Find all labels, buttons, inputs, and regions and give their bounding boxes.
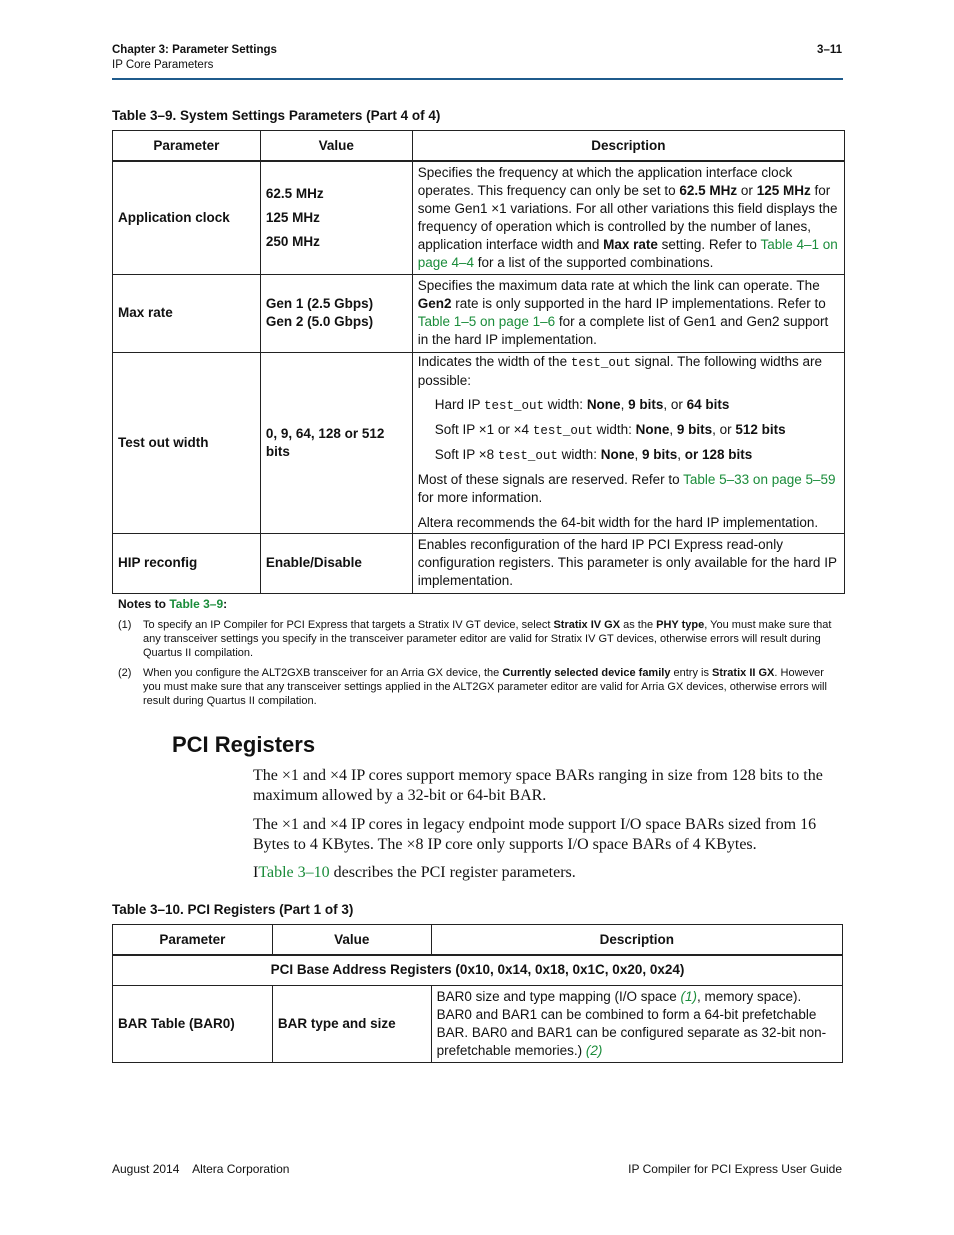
desc-text: for a list of the supported combinations.: [474, 254, 714, 270]
table-row: [113, 161, 845, 274]
header-rule: [112, 78, 843, 80]
note-text-part: as the: [620, 619, 657, 631]
value-cell: [260, 274, 412, 352]
desc-paragraph: Altera recommends the 64-bit width for the hard IP implementation.: [417, 515, 819, 530]
desc-text: Soft IP ×1 or ×4: [434, 422, 533, 437]
desc-bold: 64 bits: [686, 397, 730, 412]
column-header: Description: [412, 131, 844, 162]
desc-text: Specifies the maximum data rate at which the link can operate. The: [417, 278, 820, 293]
note-number: (2): [118, 667, 132, 679]
table-subheader-row: [113, 955, 843, 985]
note-text-part: When you configure the ALT2GXB transceiver for an Arria GX device, the: [143, 667, 503, 679]
desc-bold: or 128 bits: [684, 447, 753, 462]
desc-text: , or: [663, 397, 687, 412]
note-text-part: entry is: [670, 667, 713, 679]
desc-text: for some Gen1 ×1 variations. For all other variations this field displays the frequency of operation which is controlled by the number of lanes, application interface width and: [417, 182, 838, 252]
desc-bold: Gen2: [417, 296, 452, 311]
table-link[interactable]: Table 5–33 on page 5–59: [683, 472, 836, 487]
notes-title-text: Notes to: [118, 597, 170, 611]
column-header: Parameter: [113, 925, 273, 956]
value-cell: Enable/Disable: [260, 533, 412, 593]
note-text-part: , You must make sure that any transceiver settings you specify in the transceiver parameter editor are valid for Stratix IV GT devices, otherwise errors will result during Quartus II compilation.: [143, 619, 832, 659]
note-item: [118, 666, 842, 708]
table-link[interactable]: Table 4–1 on page 4–4: [417, 236, 838, 270]
footer-left: August 2014 Altera Corporation: [112, 1162, 290, 1176]
column-header: Value: [260, 131, 412, 162]
code-text: test_out: [484, 399, 545, 413]
note-bold: Stratix II GX: [712, 667, 775, 679]
desc-bold: 512 bits: [735, 422, 786, 437]
description-cell: [412, 161, 844, 274]
note-link[interactable]: (1): [680, 988, 697, 1004]
column-header: Description: [431, 925, 842, 956]
note-bold: Currently selected device family: [502, 667, 671, 679]
note-text: [143, 666, 842, 708]
footer-right: IP Compiler for PCI Express User Guide: [628, 1162, 842, 1176]
param-cell: Max rate: [113, 274, 261, 352]
desc-bold: 9 bits: [641, 447, 678, 462]
desc-text: ,: [634, 447, 642, 462]
desc-bold: None: [586, 397, 621, 412]
desc-text: , memory space). BAR0 and BAR1 can be combined to form a 64-bit prefetchable BAR. BAR0 and BAR1 can be configured separate as 32-bit non-prefetchable memories.): [436, 988, 827, 1058]
value-option: 250 MHz: [265, 233, 320, 249]
value-cell: 0, 9, 64, 128 or 512 bits: [260, 352, 412, 533]
value-option: Gen 1 (2.5 Gbps): [265, 296, 374, 311]
value-option: 62.5 MHz: [265, 185, 324, 201]
table-row: [113, 274, 845, 352]
notes-title-text: :: [223, 597, 228, 611]
desc-text: for more information.: [417, 490, 543, 505]
desc-paragraph: [418, 471, 839, 507]
desc-text: for a complete list of Gen1 and Gen2 support in the hard IP implementation.: [417, 314, 829, 347]
table-header-row: [113, 925, 843, 956]
desc-bold: Max rate: [603, 236, 658, 252]
section-title: IP Core Parameters: [112, 59, 214, 71]
desc-text: width:: [557, 447, 601, 462]
code-text: test_out: [570, 356, 631, 370]
desc-text: BAR0 size and type mapping (I/O space: [436, 988, 681, 1004]
code-text: test_out: [532, 424, 593, 438]
desc-bold: None: [635, 422, 670, 437]
description-cell: [412, 352, 844, 533]
value-cell: [260, 161, 412, 274]
desc-text: Most of these signals are reserved. Refer to: [417, 472, 684, 487]
table-row: [113, 533, 845, 593]
desc-text: ,: [620, 397, 629, 412]
note-bold: PHY type: [656, 619, 705, 631]
table-caption: Table 3–9. System Settings Parameters (Part 4 of 4): [112, 108, 441, 123]
note-bold: Stratix IV GX: [553, 619, 621, 631]
section-heading: PCI Registers: [172, 732, 316, 757]
desc-bold: 9 bits: [628, 397, 664, 412]
width-option: [418, 421, 839, 440]
desc-bold: 62.5 MHz: [679, 182, 738, 198]
table-header-row: [113, 131, 845, 162]
table-link[interactable]: Table 3–9: [169, 597, 224, 611]
table-notes: [118, 597, 842, 708]
table-row: [113, 352, 845, 533]
running-header: [112, 43, 277, 73]
note-text-part: To specify an IP Compiler for PCI Express that targets a Stratix IV GT device, select: [143, 619, 554, 631]
body-paragraph: The ×1 and ×4 IP cores in legacy endpoint mode support I/O space BARs sized from 16 Bytes to 4 KBytes. The ×8 IP core only supports I/O space BARs of 4 KBytes.: [253, 816, 817, 853]
desc-text: Indicates the width of the: [417, 354, 571, 369]
value-option: Gen 2 (5.0 Gbps): [265, 314, 374, 329]
desc-bold: None: [600, 447, 635, 462]
table-link[interactable]: Table 1–5 on page 1–6: [417, 314, 556, 329]
system-settings-table: [112, 130, 845, 594]
desc-bold: 125 MHz: [756, 182, 811, 198]
body-text: describes the PCI register parameters.: [329, 864, 576, 881]
body-text: I: [253, 864, 259, 881]
desc-text: setting. Refer to: [657, 236, 761, 252]
desc-text: rate is only supported in the hard IP implementations. Refer to: [451, 296, 826, 311]
param-cell: HIP reconfig: [113, 533, 261, 593]
value-option: 125 MHz: [265, 209, 320, 225]
code-text: test_out: [497, 449, 558, 463]
param-cell: Application clock: [113, 161, 261, 274]
table-caption: Table 3–10. PCI Registers (Part 1 of 3): [112, 902, 354, 917]
desc-text: width:: [592, 422, 636, 437]
width-option: [418, 446, 839, 465]
desc-text: ,: [677, 447, 685, 462]
desc-text: ,: [669, 422, 677, 437]
description-cell: [412, 274, 844, 352]
notes-title: [118, 597, 842, 611]
desc-text: width:: [544, 397, 587, 412]
subheader-cell: PCI Base Address Registers (0x10, 0x14, 0x18, 0x1C, 0x20, 0x24): [113, 955, 843, 985]
desc-text: Specifies the frequency at which the application interface clock operates. This frequency can only be set to: [417, 164, 793, 198]
desc-text: , or: [712, 422, 736, 437]
column-header: Value: [272, 925, 431, 956]
note-text-part: . However you must make sure that any transceiver settings applied in the ALT2GX parameter editor are valid for Arria GX devices, otherwise errors will result during Quartus II compilation.: [143, 667, 827, 707]
description-cell: [431, 985, 842, 1062]
desc-text: Hard IP: [434, 397, 485, 412]
column-header: Parameter: [113, 131, 261, 162]
value-cell: BAR type and size: [272, 985, 431, 1062]
note-item: [118, 618, 842, 660]
body-paragraph: [253, 863, 843, 883]
table-row: [113, 985, 843, 1062]
desc-paragraph: [418, 353, 839, 390]
chapter-title: Chapter 3: Parameter Settings: [112, 44, 277, 56]
description-cell: Enables reconfiguration of the hard IP PCI Express read-only configuration registers. This parameter is only available for the hard IP implementation.: [412, 533, 844, 593]
pci-registers-table: [112, 924, 843, 1063]
note-link[interactable]: (2): [585, 1042, 603, 1058]
page-number: 3–11: [817, 44, 842, 56]
param-cell: Test out width: [113, 352, 261, 533]
body-paragraph: The ×1 and ×4 IP cores support memory space BARs ranging in size from 128 bits to the maximum allowed by a 32-bit or 64-bit BAR.: [253, 767, 823, 804]
width-option: [418, 396, 839, 415]
note-number: (1): [118, 619, 132, 631]
desc-text: or: [737, 182, 757, 198]
param-cell: BAR Table (BAR0): [113, 985, 273, 1062]
desc-text: signal. The following widths are possible:: [417, 354, 822, 388]
table-link[interactable]: Table 3–10: [258, 864, 330, 881]
note-text: [143, 618, 842, 660]
desc-bold: 9 bits: [676, 422, 713, 437]
desc-text: Soft IP ×8: [434, 447, 498, 462]
